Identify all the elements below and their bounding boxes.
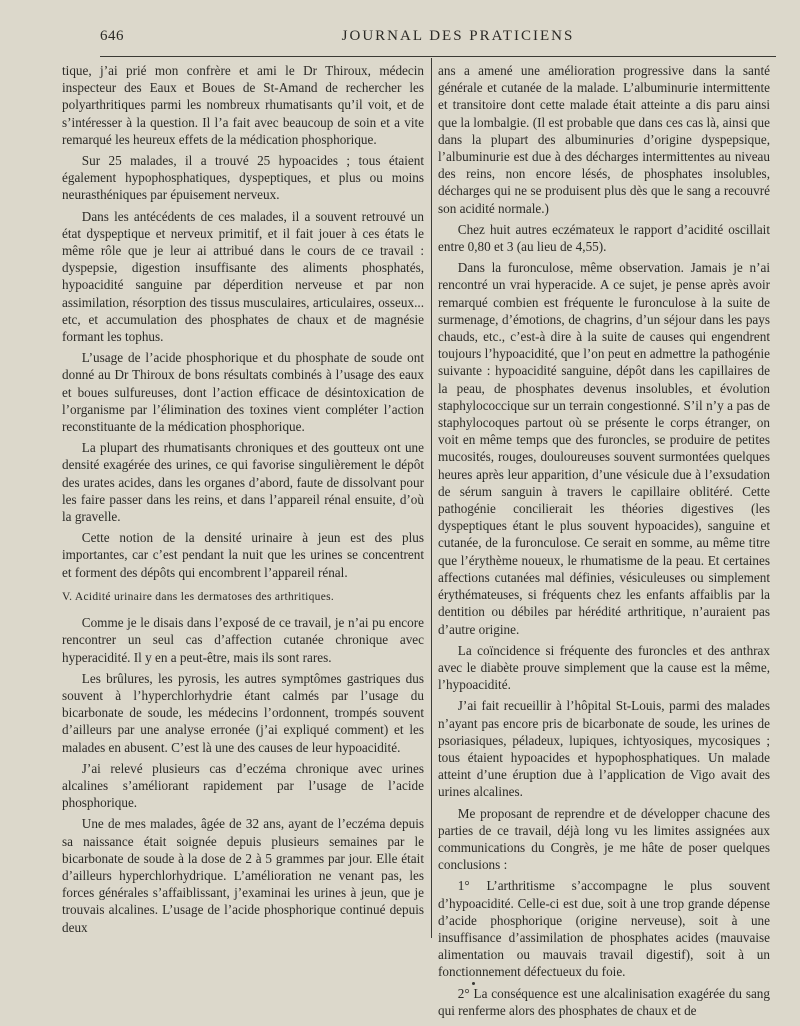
paragraph: Cette notion de la densité urinaire à jeun est des plus importantes, car c’est pendant la nuit que les urines se concentrent et forment des dépôts qui encombrent l’appareil rénal.	[62, 530, 424, 580]
paragraph: ans a amené une amélioration progressive dans la santé générale et cutanée de la malade. L’albuminurie intermittente et transitoire dont cette malade était atteinte a dis paru ainsi que la lombalgie. (Il est probable que dans ces cas là, ainsi que dans la plupart des albuminuries d’origine dyspepsique, l’albuminurie est due à des décharges intermittentes au niveau des reins, non encore lésés, de phosphates insolubles, décharges qui ne se produisent plus dès que le sang a recouvré son acidité normale.)	[438, 63, 770, 216]
journal-title: JOURNAL DES PRATICIENS	[341, 28, 575, 44]
paragraph: Une de mes malades, âgée de 32 ans, ayant de l’eczéma depuis sa naissance était soignée depuis plusieurs semaines par le bicarbonate de soude à la dose de 2 à 5 grammes par jour. Elle était d’ailleurs hyperchlorhydrique. L’amélioration ne venant pas, les forces générales s’affaiblissant, j’examinai les urines à jeun, que je trouvais alcalines. L’usage de l’acide phosphorique continué depuis deux	[62, 816, 424, 935]
column-divider	[431, 58, 432, 938]
paragraph: La coïncidence si fréquente des furoncles et des anthrax avec le diabète prouve simplement que la cause est la même, l’hypoacidité.	[438, 642, 770, 693]
paragraph: Les brûlures, les pyrosis, les autres symptômes gastriques dus souvent à l’hyperchlorhydrie étant calmés par l’usage du bicarbonate de soude, les médecins l’ordonnent, trompés souvent d’ailleurs par une analyse erronée (j’ai expliqué comment) et les malades en abusent. C’est là une des causes de leur hypoacidité.	[62, 670, 424, 755]
paragraph: Sur 25 malades, il a trouvé 25 hypoacides ; tous étaient également hypophosphatiques, dyspeptiques, et plus ou moins neurasthéniques par épuisement nerveux.	[62, 153, 424, 203]
paragraph: 1° L’arthritisme s’accompagne le plus souvent d’hypoacidité. Celle-ci est due, soit à une trop grande dépense d’acide phosphorique (origine nerveuse), soit à une insuffisance d’assimilation de phosphates acides (mauvaise alimentation ou mauvais travail digestif), soit à un fonctionnement défectueux du foie.	[438, 878, 770, 980]
paragraph: L’usage de l’acide phosphorique et du phosphate de soude ont donné au Dr Thiroux de bons résultats combinés à l’usage des eaux et boues sulfureuses, dont l’action efficace de désintoxication de l’organisme par l’élimination des toxines vient compléter l’action reconstituante de la médication phosphorique.	[62, 350, 424, 435]
ink-dot	[472, 982, 475, 985]
paragraph: La plupart des rhumatisants chroniques et des goutteux ont une densité exagérée des urines, ce qui favorise singulièrement le dépôt des urates acides, dans les organes d’abord, faute de dissolvant pour les faire passer dans les reins, et dans l’appareil rénal ensuite, d’où la gravelle.	[62, 440, 424, 525]
page-header	[100, 28, 776, 54]
paragraph: Comme je le disais dans l’exposé de ce travail, je n’ai pu encore rencontrer un seul cas d’affection cutanée chronique avec hyperacidité. Il y en a peut-être, mais ils sont rares.	[62, 615, 424, 665]
left-column	[62, 62, 424, 940]
page-number: 646	[100, 28, 124, 44]
section-heading: V. Acidité urinaire dans les dermatoses des arthritiques.	[62, 590, 335, 603]
paragraph: Dans les antécédents de ces malades, il a souvent retrouvé un état dyspeptique et nerveux primitif, et il fait jouer à ces états le même rôle que je leur ai attribué dans le cours de ce travail : dyspepsie, digestion insuffisante des aliments phosphatés, hypoacidité sanguine par déperdition nerveuse et par non assimilation, résorption des tissus musculaires, articulaires, osseux... etc, et accumulation des phosphates de chaux et de magnésie formant les tophus.	[62, 208, 424, 345]
paragraph: Chez huit autres eczémateux le rapport d’acidité oscillait entre 0,80 et 3 (au lieu de 4,55).	[438, 221, 770, 255]
paragraph: J’ai relevé plusieurs cas d’eczéma chronique avec urines alcalines s’améliorant rapidement par l’usage de l’acide phosphorique.	[62, 760, 424, 811]
right-column	[438, 62, 770, 1023]
paragraph: J’ai fait recueillir à l’hôpital St-Louis, parmi des malades n’ayant pas encore pris de bicarbonate de soude, les urines de psoriasiques, péladeux, lupiques, ichtyosiques, mycosiques ; tous étaient hypoacides et hypophosphatiques. Un malade atteint d’une éruption due à l’application de Vigo avait des urines alcalines.	[438, 698, 770, 800]
header-rule	[100, 56, 776, 57]
paragraph: 2° La conséquence est une alcalinisation exagérée du sang qui renferme alors des phosphates de chaux et de	[438, 985, 770, 1018]
paragraph: tique, j’ai prié mon confrère et ami le Dr Thiroux, médecin inspecteur des Eaux et Boues de St-Amand de rechercher les polyarthritiques parmi les nombreux rhumatisants qu’il voit, et de s’intéresser à la question. Il l’a fait avec beaucoup de soin et a vite remarqué les heureux effets de la médication phosphorique.	[62, 63, 424, 147]
paragraph: Dans la furonculose, même observation. Jamais je n’ai rencontré un vrai hyperacide. A ce sujet, je pense après avoir remarqué combien est fréquente le furonculose à la suite de surmenage, d’émotions, de chagrins, d’un séjour dans les pays chauds, etc., c’est-à dire à la suite de causes qui engendrent toujours l’hypoacidité, que l’on peut en admettre la pathogénie suivante : hypoacidité sanguine, dépôt dans les capillaires de la peau, de phosphates devenus insolubles, et évolution staphylococcique sur un terrain congestionné. S’il n’y a pas de staphylocoques partout où se présente le corps étranger, on voit en même temps que des furoncles, se produire de petites mucosités, rouges, douloureuses souvent surmontées quelques heures après leur apparition, d’une vésicule due à l’exsudation de sérum sanguin à travers le capillaire oblitéré. Cette pathogénie concilierait les théories digestives (les dyspeptiques étant le plus souvent hypoacides), sanguine et cutanée, de la furonculose. Ce serait en somme, au même titre que l’érythème noueux, le rhumatisme de la peau. Et certaines affections cutanées mal définies, vésiculeuses ou simplement érythémateuses, si fréquents chez les enfants affaiblis par la dentition ou débiles par hérédité arthritique, n’auraient pas d’autre origine.	[438, 260, 770, 637]
paragraph: Me proposant de reprendre et de développer chacune des parties de ce travail, déjà long vu les limites assignées aux communications du Congrès, je me hâte de poser quelques conclusions :	[438, 805, 770, 873]
